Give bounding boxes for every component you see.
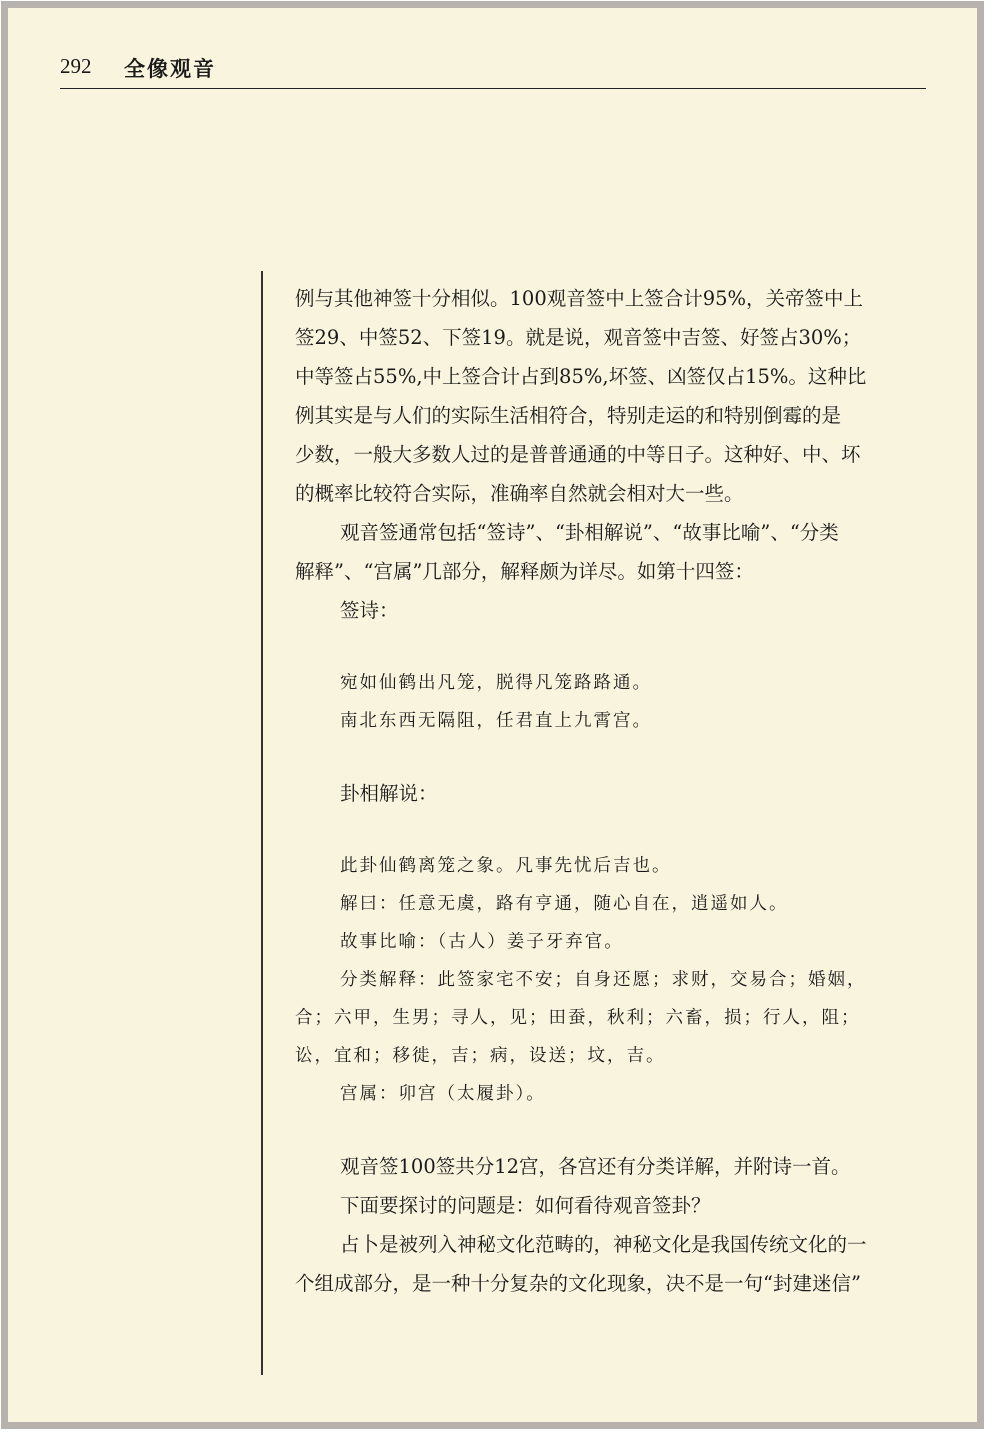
gua-label: 卦相解说： — [340, 782, 438, 805]
poem-line: 宛如仙鹤出凡笼，脱得凡笼路路通。 — [340, 673, 652, 693]
classification-line: 合；六甲，生男；寻人，见；田蚕，秋利；六畜，损；行人，阻； — [295, 1008, 861, 1028]
body-line: 解释”、“宫属”几部分，解释颇为详尽。如第十四签： — [295, 560, 754, 583]
poem-line: 南北东西无隔阻，任君直上九霄宫。 — [340, 711, 652, 731]
body-line: 的概率比较符合实际，准确率自然就会相对大一些。 — [295, 482, 744, 505]
body-line: 占卜是被列入神秘文化范畴的，神秘文化是我国传统文化的一 — [340, 1233, 867, 1256]
poem-block — [295, 664, 929, 740]
margin-rule — [261, 271, 263, 1375]
classification-line: 分类解释：此签家宅不安；自身还愿；求财，交易合；婚姻， — [340, 970, 867, 990]
poem-label: 签诗： — [340, 599, 399, 622]
book-page — [1, 1, 984, 1429]
gua-line: 故事比喻：（古人）姜子牙弃官。 — [340, 932, 624, 952]
palace-line: 宫属：卯宫（太履卦）。 — [340, 1084, 546, 1104]
body-line: 中等签占55%,中上签合计占到85%,坏签、凶签仅占15%。这种比 — [295, 365, 867, 388]
body-line: 例其实是与人们的实际生活相符合，特别走运的和特别倒霉的是 — [295, 404, 842, 427]
paragraph-divination — [295, 1225, 929, 1303]
gua-line: 此卦仙鹤离笼之象。凡事先忧后吉也。 — [340, 856, 672, 876]
body-line: 签29、中签52、下签19。就是说，观音签中吉签、好签占30%； — [295, 326, 862, 349]
paragraph-question — [295, 1186, 929, 1225]
paragraph-ratio — [295, 279, 929, 513]
classification-line: 讼，宜和；移徙，吉；病，设送；坟，吉。 — [295, 1046, 666, 1066]
gua-line: 解曰：任意无虞，路有亨通，随心自在，逍遥如人。 — [340, 894, 789, 914]
body-line: 少数，一般大多数人过的是普普通通的中等日子。这种好、中、坏 — [295, 443, 861, 466]
body-line: 观音签通常包括“签诗”、“卦相解说”、“故事比喻”、“分类 — [340, 521, 839, 544]
page-number: 292 — [60, 54, 92, 78]
page-body — [295, 279, 929, 1303]
body-line: 观音签100签共分12宫，各宫还有分类详解，并附诗一首。 — [340, 1155, 851, 1178]
interpretation-block — [295, 847, 929, 1113]
book-title: 全像观音 — [124, 57, 216, 81]
running-header — [60, 50, 926, 89]
body-line: 下面要探讨的问题是：如何看待观音签卦？ — [340, 1194, 711, 1217]
paragraph-palaces — [295, 1147, 929, 1186]
body-line: 例与其他神签十分相似。100观音签中上签合计95%，关帝签中上 — [295, 287, 864, 310]
body-line: 个组成部分，是一种十分复杂的文化现象，决不是一句“封建迷信” — [295, 1272, 861, 1295]
paragraph-structure — [295, 513, 929, 591]
